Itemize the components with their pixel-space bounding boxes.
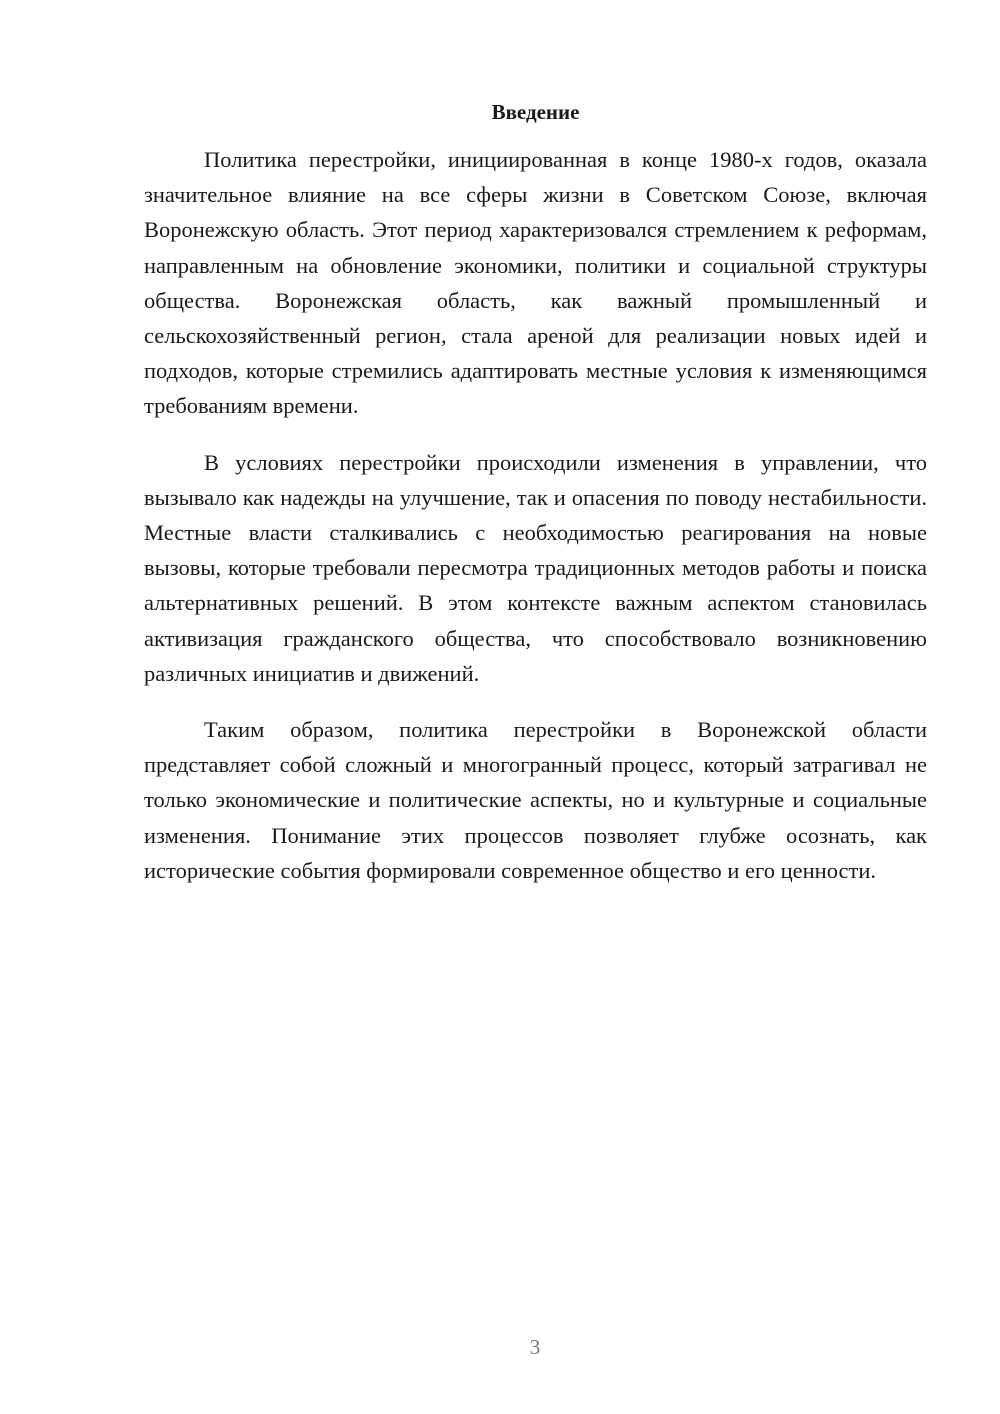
page-title: Введение (491, 100, 580, 124)
paragraph-2: В условиях перестройки происходили изменения в управлении, что вызывало как надежды на улучшение, так и опасения по поводу нестабильности. Местные власти сталкивались с необходимостью реагирования на новые вызовы, которые требовали пересмотра традиционных методов работы и поиска альтернативных решений. В этом контексте важным аспектом становилась активизация гражданского общества, что способствовало возникновению различных инициатив и движений. (144, 449, 927, 686)
document-body (144, 142, 927, 909)
paragraph-3: Таким образом, политика перестройки в Воронежской области представляет собой сложный и многогранный процесс, который затрагивал не только экономические и политические аспекты, но и культурные и социальные изменения. Понимание этих процессов позволяет глубже осознать, как исторические события формировали современное общество и его ценности. (144, 717, 927, 883)
page-number: 3 (529, 1335, 541, 1359)
paragraph-1: Политика перестройки, инициированная в конце 1980-х годов, оказала значительное влияние на все сферы жизни в Советском Союзе, включая Воронежскую область. Этот период характеризовался стремлением к реформам, направленным на обновление экономики, политики и социальной структуры общества. Воронежская область, как важный промышленный и сельскохозяйственный регион, стала ареной для реализации новых идей и подходов, которые стремились адаптировать местные условия к изменяющимся требованиям времени. (144, 147, 927, 419)
